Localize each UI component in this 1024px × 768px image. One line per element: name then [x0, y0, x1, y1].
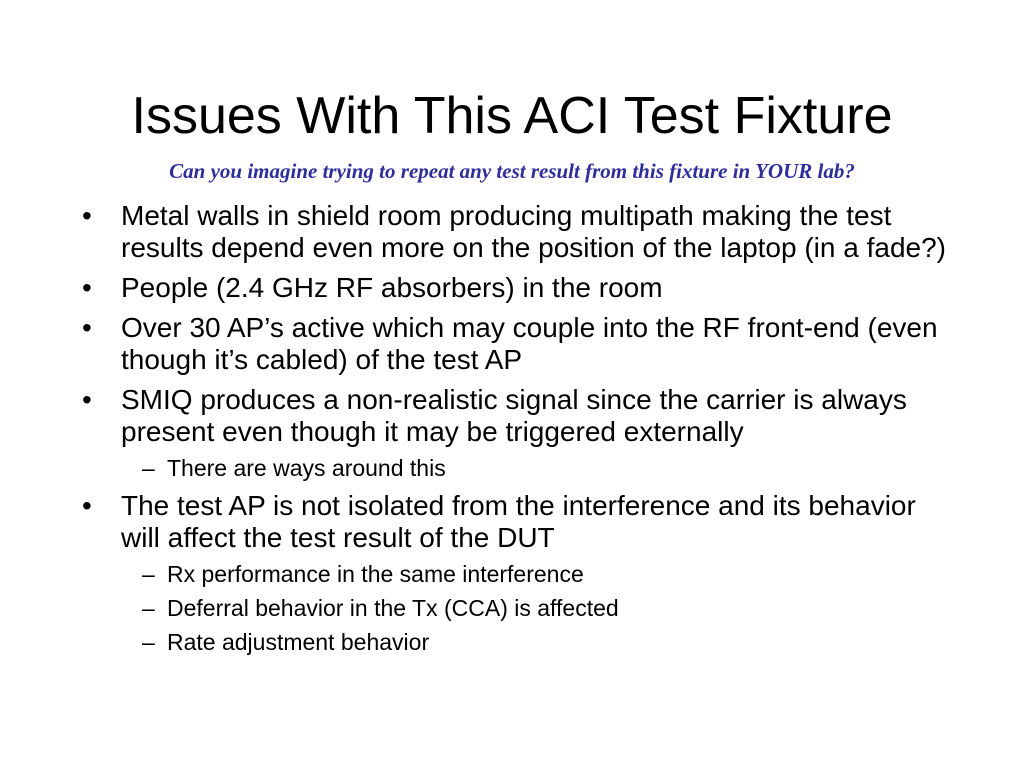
sub-bullet-text: Deferral behavior in the Tx (CCA) is affected: [167, 595, 619, 621]
slide-title: Issues With This ACI Test Fixture: [131, 87, 893, 145]
sub-bullet-marker: –: [142, 455, 155, 481]
bullet-marker: •: [82, 312, 92, 343]
bullet-marker: •: [82, 384, 92, 415]
sub-bullet-item: [80, 628, 960, 656]
sub-bullet-item: [80, 560, 960, 588]
sub-bullet-item: [80, 454, 960, 482]
bullet-item: [80, 272, 960, 304]
bullet-list: [80, 200, 960, 664]
sub-bullet-text: Rx performance in the same interference: [167, 561, 584, 587]
sub-bullet-marker: –: [142, 629, 155, 655]
bullet-item: [80, 312, 960, 376]
bullet-item: [80, 384, 960, 482]
bullet-item: [80, 490, 960, 656]
bullet-marker: •: [82, 200, 92, 231]
sub-bullet-marker: –: [142, 561, 155, 587]
sub-bullet-item: [80, 594, 960, 622]
sub-bullet-marker: –: [142, 595, 155, 621]
bullet-text: The test AP is not isolated from the interference and its behavior will affect the test result of the DUT: [121, 490, 916, 553]
bullet-item: [80, 200, 960, 264]
bullet-marker: •: [82, 272, 92, 303]
slide-subtitle: Can you imagine trying to repeat any test result from this fixture in YOUR lab?: [169, 159, 855, 183]
bullet-marker: •: [82, 490, 92, 521]
sub-bullet-list: [121, 454, 960, 482]
sub-bullet-list: [121, 560, 960, 656]
bullet-text: People (2.4 GHz RF absorbers) in the room: [121, 272, 663, 303]
bullet-text: Over 30 AP’s active which may couple into the RF front-end (even though it’s cabled) of the test AP: [121, 312, 938, 375]
bullet-text: Metal walls in shield room producing multipath making the test results depend even more on the position of the laptop (in a fade?): [121, 200, 946, 263]
bullet-text: SMIQ produces a non-realistic signal since the carrier is always present even though it may be triggered externally: [121, 384, 907, 447]
sub-bullet-text: Rate adjustment behavior: [167, 629, 430, 655]
sub-bullet-text: There are ways around this: [167, 455, 446, 481]
